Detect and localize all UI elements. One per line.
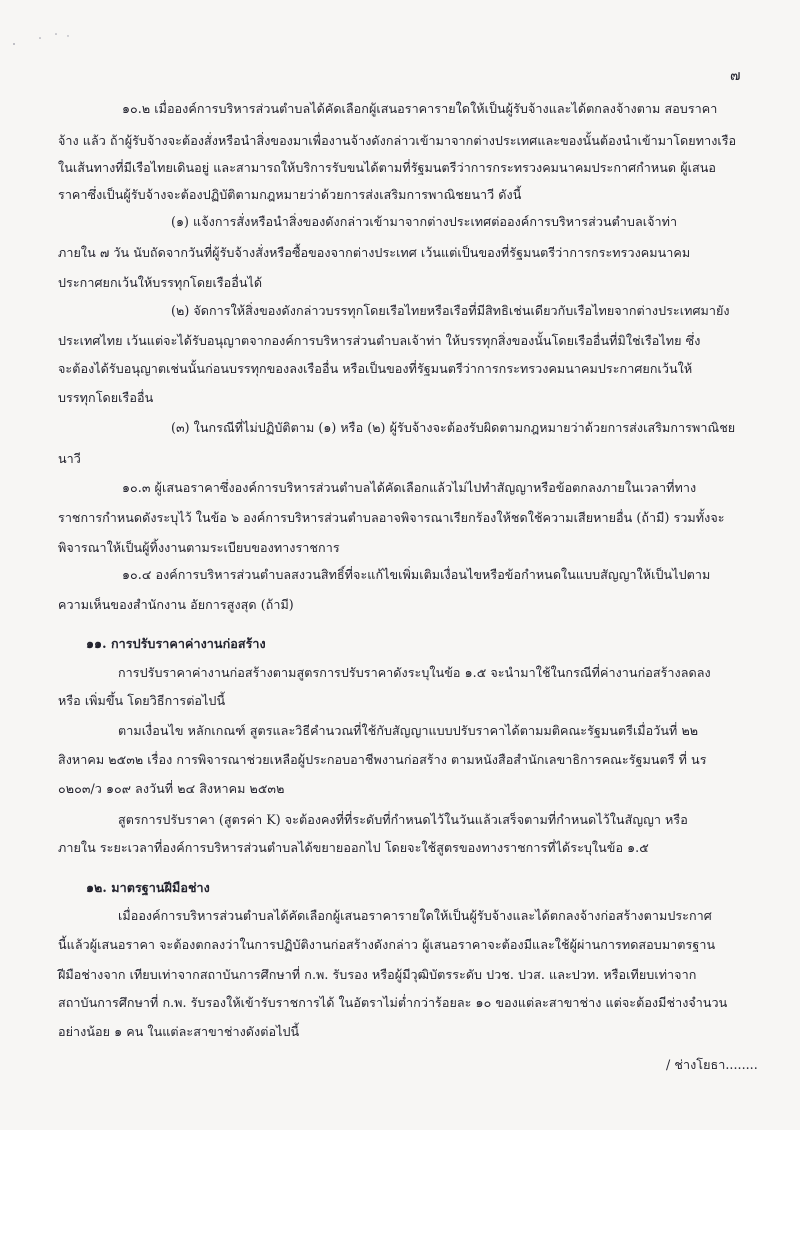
text-line: ภายใน ระยะเวลาที่องค์การบริหารส่วนตำบลได้ขยายออกไป โดยจะใช้สูตรของทางราชการที่ได้ระบุในข้อ ๑.๕ (58, 840, 649, 855)
text-line: ๑๐.๓ ผู้เสนอราคาซึ่งองค์การบริหารส่วนตำบลได้คัดเลือกแล้วไม่ไปทำสัญญาหรือข้อตกลงภายในเวลาที่ทาง (122, 480, 697, 495)
text-line: (๒) จัดการให้สิ่งของดังกล่าวบรรทุกโดยเรือไทยหรือเรือที่มีสิทธิเช่นเดียวกับเรือไทยจากต่างประเทศมายัง (171, 303, 730, 318)
text-line: นาวี (58, 451, 81, 466)
text-line: การปรับราคาค่างานก่อสร้างตามสูตรการปรับราคาดังระบุในข้อ ๑.๕ จะนำมาใช้ในกรณีที่ค่างานก่อสร้างลดลง (118, 665, 711, 680)
continuation-marker: / ช่างโยธา........ (666, 1057, 758, 1072)
text-line: ประเทศไทย เว้นแต่จะได้รับอนุญาตจากองค์การบริหารส่วนตำบลเจ้าท่า ให้บรรทุกสิ่งของนั้นโดยเรืออื่นที่มิใช่เรือไทย ซึ่ง (58, 333, 701, 348)
page-number: ๗ (730, 68, 741, 84)
text-line: สถาบันการศึกษาที่ ก.พ. รับรองให้เข้ารับราชการได้ ในอัตราไม่ต่ำกว่าร้อยละ ๑๐ ของแต่ละสาขาช่าง แต่จะต้องมีช่างจำนวน (58, 995, 728, 1010)
text-line: ราชการกำหนดดังระบุไว้ ในข้อ ๖ องค์การบริหารส่วนตำบลอาจพิจารณาเรียกร้องให้ชดใช้ความเสียหายอื่น (ถ้ามี) รวมทั้งจะ (58, 510, 725, 525)
text-line: ตามเงื่อนไข หลักเกณฑ์ สูตรและวิธีคำนวณที่ใช้กับสัญญาแบบปรับราคาได้ตามมติคณะรัฐมนตรีเมื่อวันที่ ๒๒ (118, 723, 699, 738)
text-line: (๓) ในกรณีที่ไม่ปฏิบัติตาม (๑) หรือ (๒) ผู้รับจ้างจะต้องรับผิดตามกฎหมายว่าด้วยการส่งเสริมการพาณิชย (171, 420, 736, 435)
text-line: พิจารณาให้เป็นผู้ทิ้งงานตามระเบียบของทางราชการ (58, 540, 340, 555)
text-line: ราคาซึ่งเป็นผู้รับจ้างจะต้องปฏิบัติตามกฎหมายว่าด้วยการส่งเสริมการพาณิชยนาวี ดังนี้ (58, 187, 522, 202)
text-line: เมื่อองค์การบริหารส่วนตำบลได้คัดเลือกผู้เสนอราคารายใดให้เป็นผู้รับจ้างและได้ตกลงจ้างก่อสร้างตามประกาศ (118, 908, 712, 923)
text-line: ๑๐.๒ เมื่อองค์การบริหารส่วนตำบลได้คัดเลือกผู้เสนอราคารายใดให้เป็นผู้รับจ้างและได้ตกลงจ้างตาม สอบราคา (122, 101, 718, 116)
text-line: ๐๒๐๓/ว ๑๐๙ ลงวันที่ ๒๔ สิงหาคม ๒๕๓๒ (58, 781, 285, 796)
text-line: นี้แล้วผู้เสนอราคา จะต้องตกลงว่าในการปฏิบัติงานก่อสร้างดังกล่าว ผู้เสนอราคาจะต้องมีและใช้ผู้ผ่านการทดสอบมาตรฐาน (58, 937, 716, 952)
text-line: อย่างน้อย ๑ คน ในแต่ละสาขาช่างดังต่อไปนี้ (58, 1024, 300, 1039)
text-line: หรือ เพิ่มขึ้น โดยวิธีการต่อไปนี้ (58, 693, 226, 708)
text-line: บรรทุกโดยเรืออื่น (58, 390, 154, 405)
text-line: ฝีมือช่างจาก เทียบเท่าจากสถาบันการศึกษาที่ ก.พ. รับรอง หรือผู้มีวุฒิบัตรระดับ ปวช. ปวส. และปวท. หรือเทียบเท่าจาก (58, 967, 697, 982)
text-line: สูตรการปรับราคา (สูตรค่า K) จะต้องคงที่ที่ระดับที่กำหนดไว้ในวันแล้วเสร็จตามที่กำหนดไว้ในสัญญา หรือ (118, 812, 688, 827)
section-heading: ๑๑. การปรับราคาค่างานก่อสร้าง (86, 636, 266, 651)
section-heading: ๑๒. มาตรฐานฝีมือช่าง (86, 880, 210, 895)
text-line: สิงหาคม ๒๕๓๒ เรื่อง การพิจารณาช่วยเหลือผู้ประกอบอาชีพงานก่อสร้าง ตามหนังสือสำนักเลขาธิการคณะรัฐมนตรี ที่ นร (58, 752, 707, 767)
text-line: ภายใน ๗ วัน นับถัดจากวันที่ผู้รับจ้างสั่งหรือซื้อของจากต่างประเทศ เว้นแต่เป็นของที่รัฐมนตรีว่าการกระทรวงคมนาคม (58, 245, 691, 260)
text-line: จะต้องได้รับอนุญาตเช่นนั้นก่อนบรรทุกของลงเรืออื่น หรือเป็นของที่รัฐมนตรีว่าการกระทรวงคมนาคมประกาศยกเว้นให้ (58, 361, 693, 376)
text-line: ๑๐.๔ องค์การบริหารส่วนตำบลสงวนสิทธิ์ที่จะแก้ไขเพิ่มเติมเงื่อนไขหรือข้อกำหนดในแบบสัญญาให้เป็นไปตาม (122, 567, 711, 582)
scan-specks (10, 28, 80, 48)
text-line: ในเส้นทางที่มีเรือไทยเดินอยู่ และสามารถให้บริการรับขนได้ตามที่รัฐมนตรีว่าการกระทรวงคมนาคมประกาศกำหนด ผู้เสนอ (58, 160, 716, 175)
text-line: ประกาศยกเว้นให้บรรทุกโดยเรืออื่นได้ (58, 275, 263, 290)
text-line: (๑) แจ้งการสั่งหรือนำสิ่งของดังกล่าวเข้ามาจากต่างประเทศต่อองค์การบริหารส่วนตำบลเจ้าท่า (171, 214, 678, 229)
text-line: ความเห็นของสำนักงาน อัยการสูงสุด (ถ้ามี) (58, 597, 294, 612)
text-line: จ้าง แล้ว ถ้าผู้รับจ้างจะต้องสั่งหรือนำสิ่งของมาเพื่องานจ้างดังกล่าวเข้ามาจากต่างประเทศและของนั้นต้องนำเข้ามาโดยทางเรือ (58, 133, 737, 148)
